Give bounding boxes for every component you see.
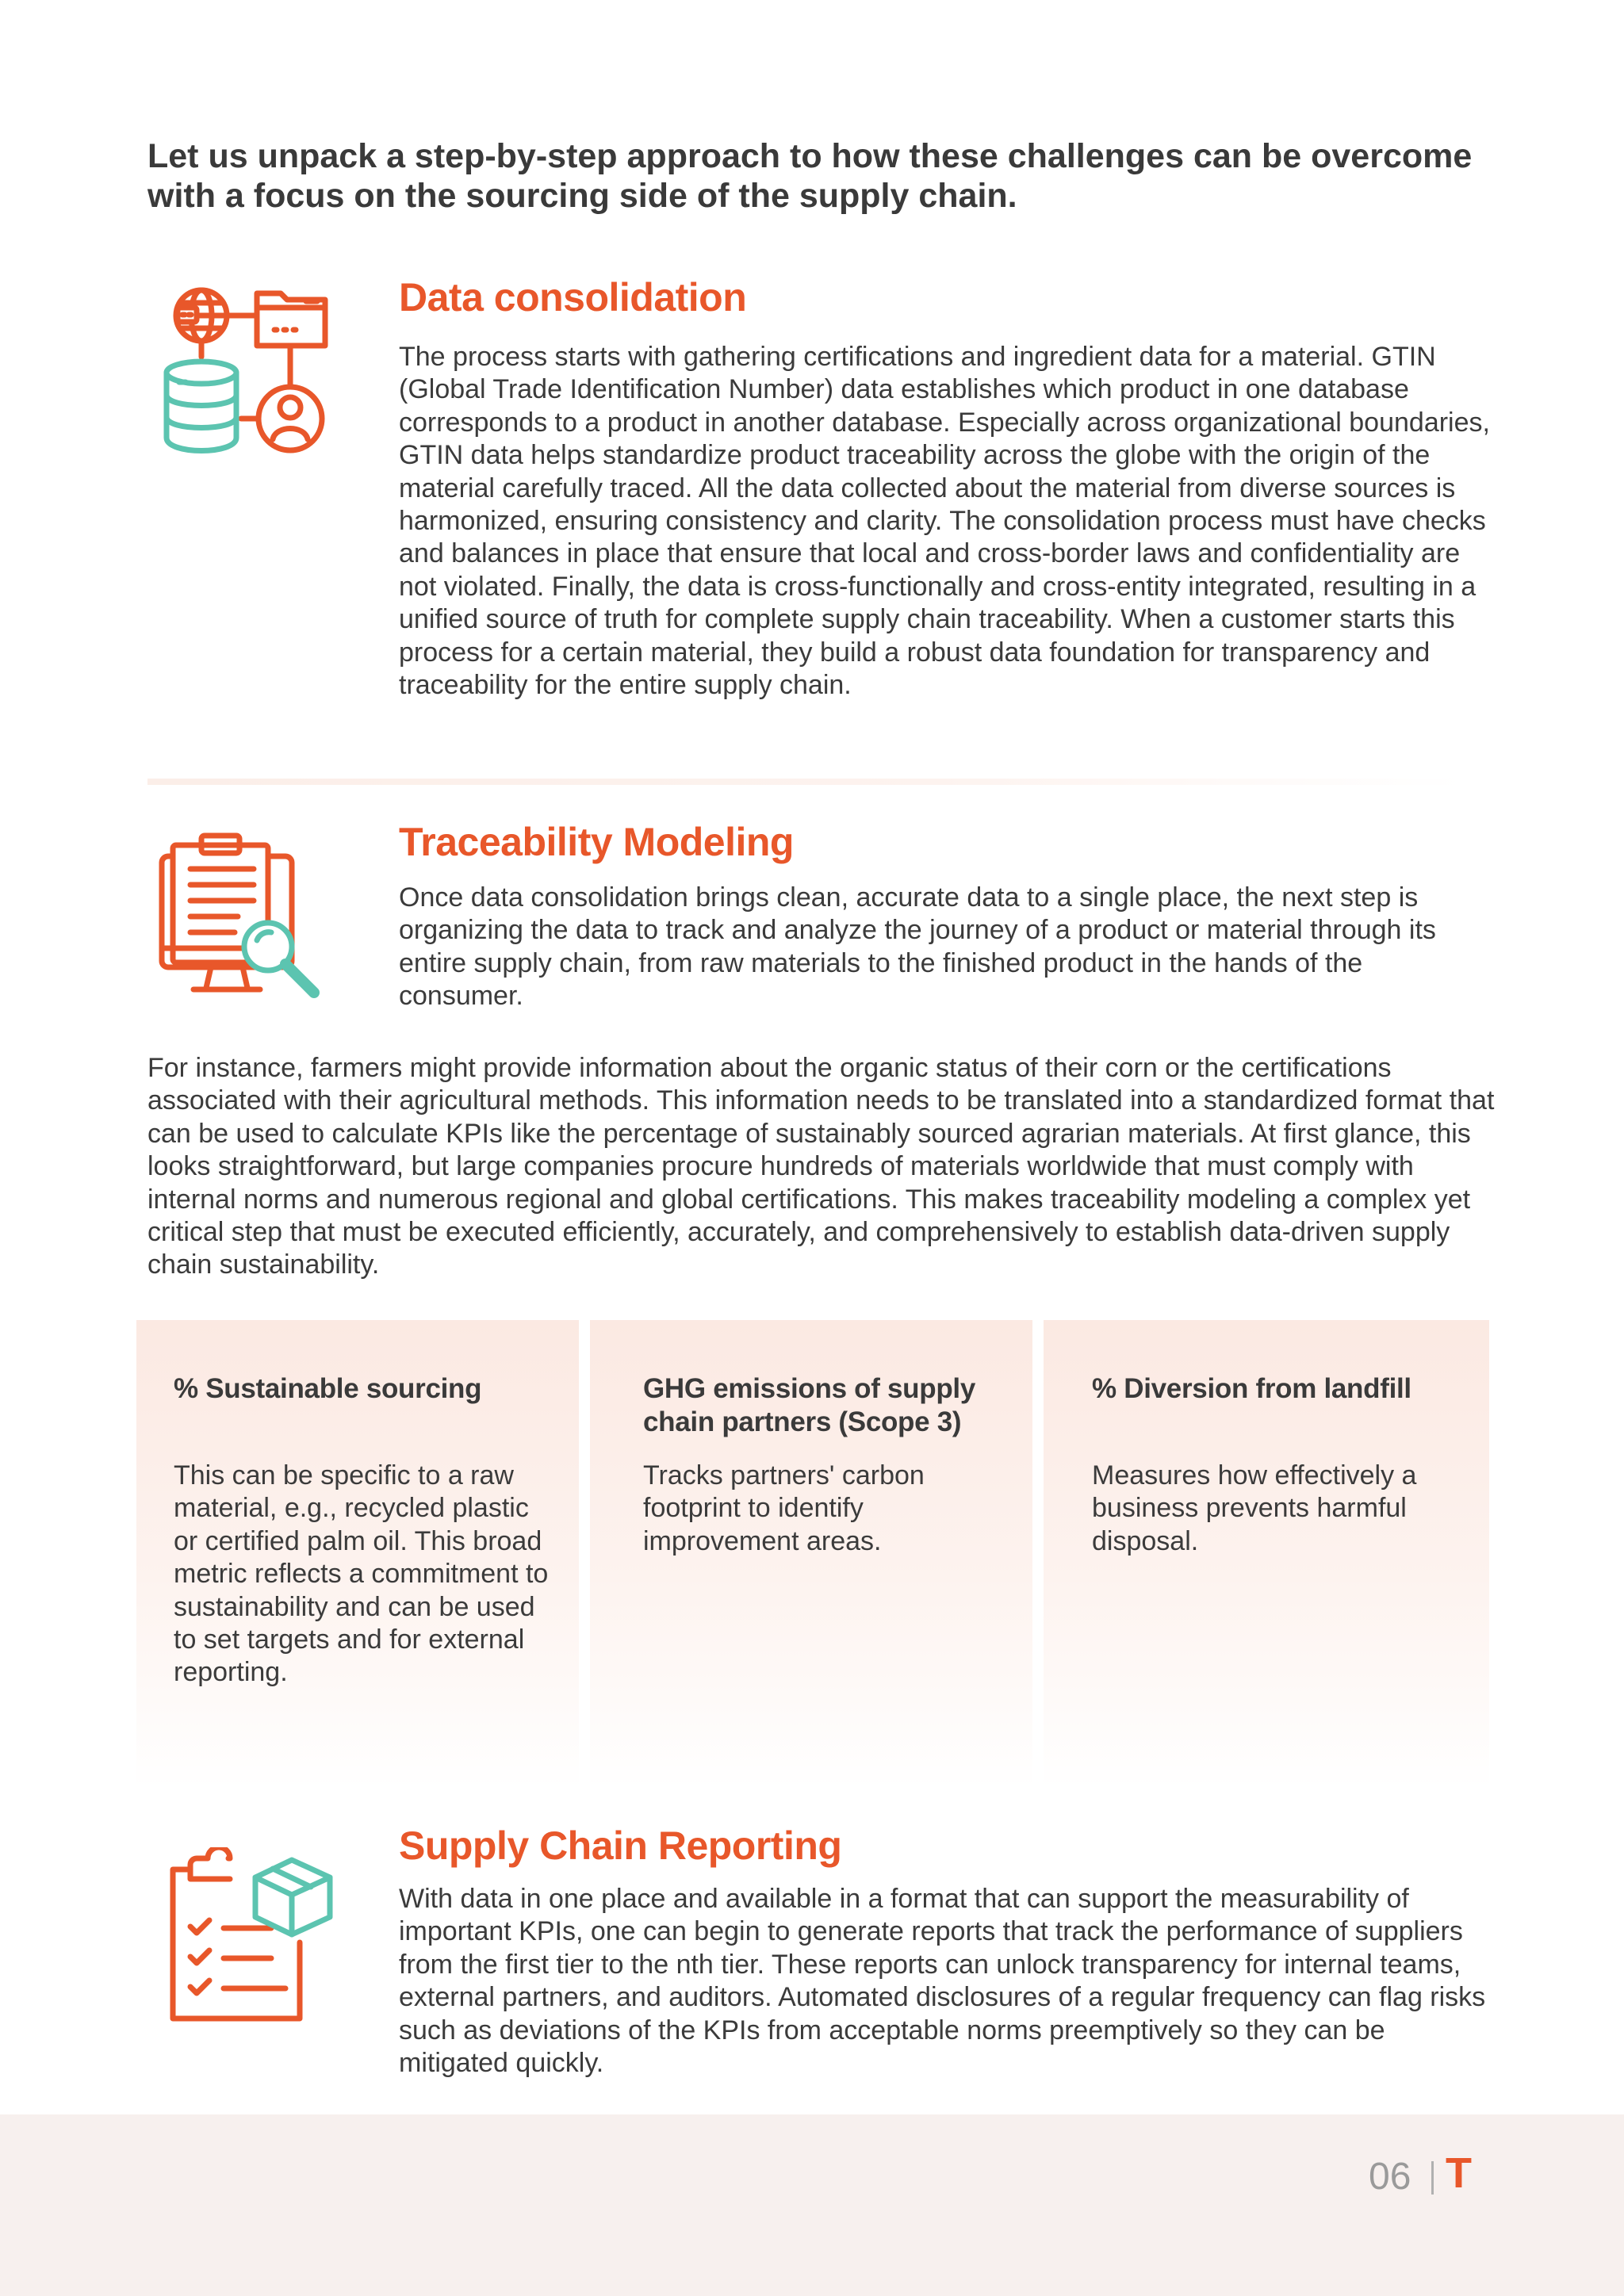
section-body-data-consolidation: The process starts with gathering certifications and ingredient data for a material. GTIN (Global Trade Identification Number) data establishes which product in one database corresponds to a product in another database. Especially across organizational boundaries, GTIN data helps standardize product traceability across the globe with the origin of the material carefully traced. All the data collected about the material from diverse sources is harmonized, ensuring consistency and clarity. The consolidation process must have checks and balances in place that ensure that local and cross-border laws and confidentiality are not violated. Finally, the data is cross-functionally and cross-entity integrated, resulting in a unified source of truth for complete supply chain traceability. When a customer starts this process for a certain material, they build a robust data foundation for transparency and traceability for the entire supply chain.	[399, 342, 1490, 701]
section-body-reporting: With data in one place and available in a format that can support the measurability of important KPIs, one can begin to generate reports that track the performance of suppliers from the first tier to the nth tier. These reports can unlock transparency for internal teams, external partners, and auditors. Automated disclosures of a regular frequency can flag risks such as deviations of the KPIs from acceptable norms preemptively so they can be mitigated quickly.	[399, 1884, 1486, 2079]
example-paragraph: For instance, farmers might provide information about the organic status of their corn or the certifications associated with their agricultural methods. This information needs to be translated into a standardized format that can be used to calculate KPIs like the percentage of sustainably sourced agrarian materials. At first glance, this looks straightforward, but large companies procure hundreds of materials worldwide that must comply with internal norms and numerous regional and global certifications. This makes traceability modeling a complex yet critical step that must be executed efficiently, accurately, and comprehensively to establish data-driven supply chain sustainability.	[147, 1053, 1495, 1280]
page-number-separator	[1431, 2161, 1434, 2195]
intro-heading: Let us unpack a step-by-step approach to how these challenges can be overcome with a focus on the sourcing side of the supply chain.	[147, 137, 1473, 215]
card-title: % Diversion from landfill	[1092, 1373, 1411, 1404]
checklist-box-icon	[167, 1847, 338, 2026]
section-title-reporting: Supply Chain Reporting	[399, 1823, 842, 1868]
kpi-card	[136, 1320, 579, 1788]
card-body: Measures how effectively a business prevents harmful disposal.	[1092, 1460, 1417, 1556]
section-divider	[147, 779, 1464, 785]
card-body: This can be specific to a raw material, e.g., recycled plastic or certified palm oil. This broad metric reflects a commitment to sustainability and can be used to set targets and for external reporting.	[174, 1460, 549, 1688]
section-body-traceability: Once data consolidation brings clean, accurate data to a single place, the next step is organizing the data to track and analyze the journey of a product or material through its entire supply chain, from raw materials to the finished product in the hands of the consumer.	[399, 882, 1436, 1012]
section-title-traceability: Traceability Modeling	[399, 820, 794, 864]
page-footer	[0, 2114, 1624, 2296]
card-body: Tracks partners' carbon footprint to identify improvement areas.	[643, 1460, 925, 1556]
kpi-card	[590, 1320, 1032, 1788]
brand-logo: T	[1446, 2149, 1472, 2197]
card-title: % Sustainable sourcing	[174, 1373, 482, 1404]
section-title-data-consolidation: Data consolidation	[399, 275, 747, 320]
database-network-icon	[155, 282, 330, 457]
page-number: 06	[1369, 2156, 1411, 2198]
card-title: GHG emissions of supply chain partners (Scope 3)	[643, 1373, 976, 1437]
clipboard-search-icon	[159, 829, 325, 1004]
kpi-card	[1044, 1320, 1489, 1788]
